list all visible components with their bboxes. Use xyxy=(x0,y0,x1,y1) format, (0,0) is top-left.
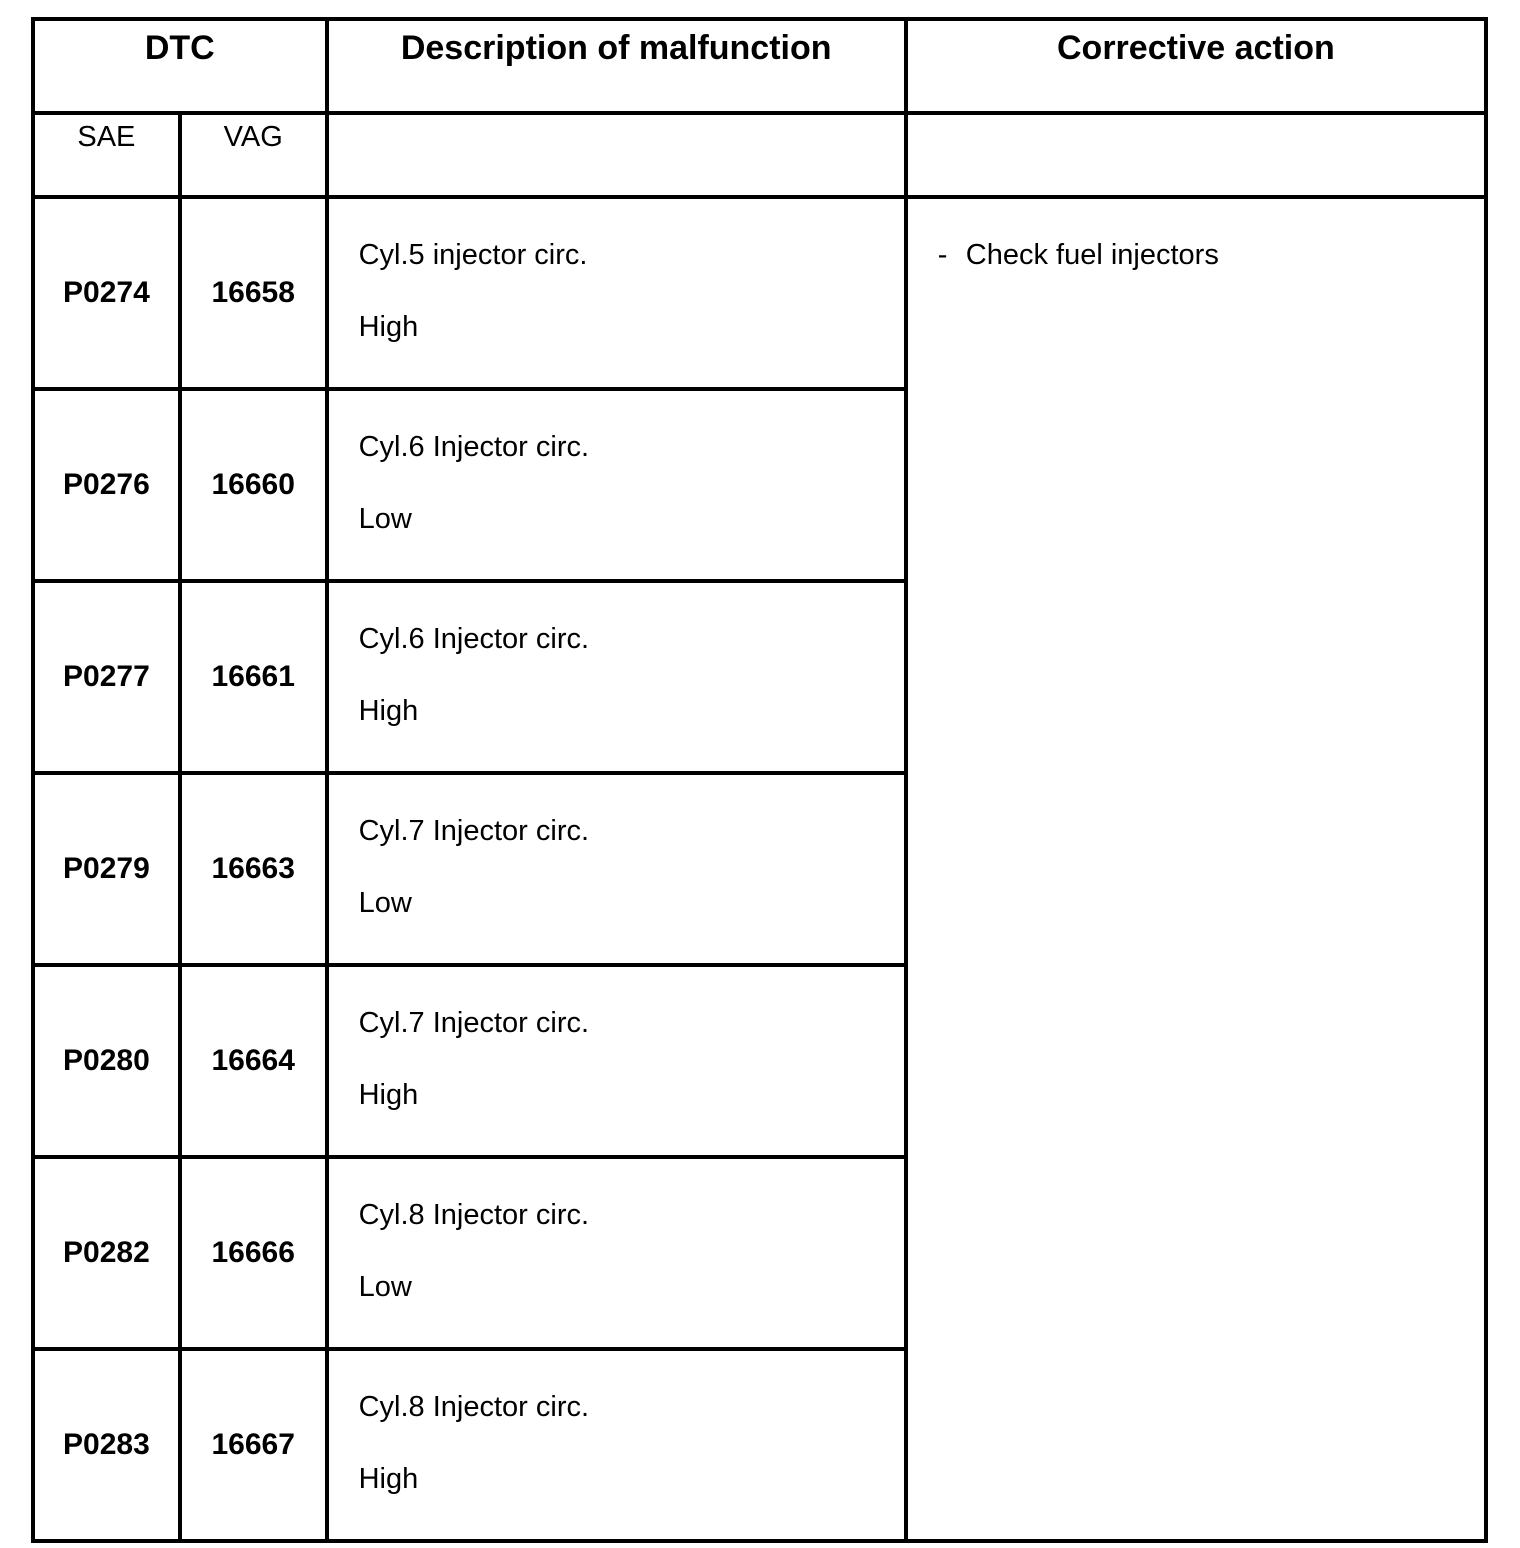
description-level: High xyxy=(358,695,419,727)
vag-code: 16663 xyxy=(180,773,327,965)
malfunction-description xyxy=(327,197,906,389)
malfunction-description xyxy=(327,1349,906,1541)
description-text: Cyl.8 Injector circ. xyxy=(358,1199,590,1231)
corrective-action-header: Corrective action xyxy=(906,19,1486,113)
vag-subheader: VAG xyxy=(180,113,327,197)
description-text: Cyl.5 injector circ. xyxy=(358,239,588,271)
description-subheader-empty xyxy=(327,113,906,197)
description-level: High xyxy=(358,1463,419,1495)
header-row xyxy=(33,19,1486,113)
description-level: Low xyxy=(358,887,412,919)
sae-code: P0279 xyxy=(33,773,180,965)
subheader-row xyxy=(33,113,1486,197)
description-text: Cyl.8 Injector circ. xyxy=(358,1391,590,1423)
vag-code: 16664 xyxy=(180,965,327,1157)
description-level: High xyxy=(358,311,419,343)
description-level: High xyxy=(358,1079,419,1111)
description-text: Cyl.7 Injector circ. xyxy=(358,815,590,847)
malfunction-description xyxy=(327,1157,906,1349)
corrective-action-cell xyxy=(906,197,1486,1541)
corrective-action-text: Check fuel injectors xyxy=(965,239,1219,271)
sae-code: P0283 xyxy=(33,1349,180,1541)
sae-code: P0280 xyxy=(33,965,180,1157)
malfunction-description xyxy=(327,773,906,965)
vag-code: 16667 xyxy=(180,1349,327,1541)
sae-subheader: SAE xyxy=(33,113,180,197)
vag-code: 16660 xyxy=(180,389,327,581)
sae-code: P0276 xyxy=(33,389,180,581)
description-level: Low xyxy=(358,1271,412,1303)
description-text: Cyl.7 Injector circ. xyxy=(358,1007,590,1039)
vag-code: 16666 xyxy=(180,1157,327,1349)
dtc-table xyxy=(31,17,1488,1543)
sae-code: P0277 xyxy=(33,581,180,773)
description-level: Low xyxy=(358,503,412,535)
sae-code: P0274 xyxy=(33,197,180,389)
table-row xyxy=(33,197,1486,389)
corrective-action-item xyxy=(938,239,1484,272)
description-text: Cyl.6 Injector circ. xyxy=(358,431,590,463)
action-subheader-empty xyxy=(906,113,1486,197)
sae-code: P0282 xyxy=(33,1157,180,1349)
description-text: Cyl.6 Injector circ. xyxy=(358,623,590,655)
vag-code: 16658 xyxy=(180,197,327,389)
bullet-dash: - xyxy=(937,239,948,271)
malfunction-description xyxy=(327,581,906,773)
vag-code: 16661 xyxy=(180,581,327,773)
description-header: Description of malfunction xyxy=(327,19,906,113)
dtc-header: DTC xyxy=(33,19,327,113)
malfunction-description xyxy=(327,389,906,581)
malfunction-description xyxy=(327,965,906,1157)
